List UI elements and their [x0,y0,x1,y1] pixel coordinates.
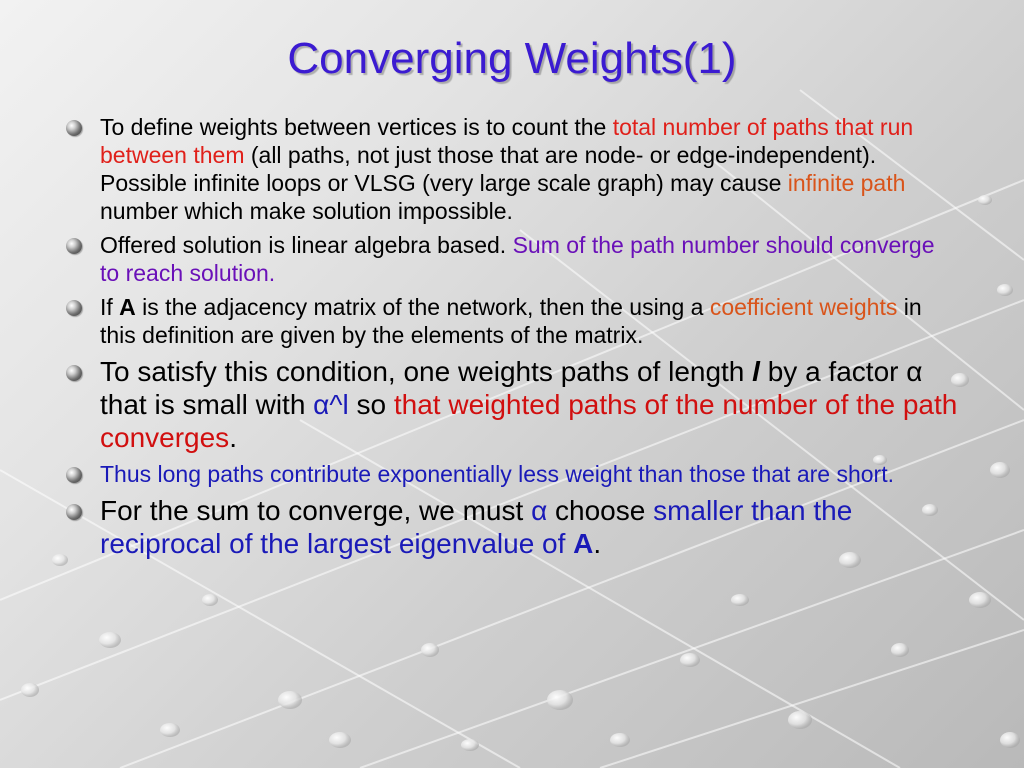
highlight-text: smaller than the reciprocal of the largest eigenvalue of [100,495,853,559]
bullet-item-6: For the sum to converge, we must α choose smaller than the reciprocal of the largest eigenvalue of A. [66,494,958,560]
bullet-sphere-icon [66,300,82,316]
matrix-symbol: A [573,528,594,559]
slide-title: Converging Weights(1) [287,34,737,83]
bullet-item-2: Offered solution is linear algebra based. Sum of the path number should converge to reach solution. [66,231,958,287]
bullet-sphere-icon [66,504,82,520]
highlight-text: infinite path [787,170,906,196]
bullet-sphere-icon [66,365,82,381]
length-symbol: l [752,356,760,387]
alpha-symbol: α [531,495,548,526]
highlight-text: coefficient weights [709,294,898,320]
matrix-symbol: A [119,294,136,320]
highlight-text: Sum of the path number should converge to reach solution. [100,232,935,286]
bullet-item-3: If A is the adjacency matrix of the network, then the using a coefficient weights in this definition are given by the elements of the matrix. [66,293,958,349]
bullet-sphere-icon [66,238,82,254]
bullet-item-5: Thus long paths contribute exponentially less weight than those that are short. [66,460,958,488]
alpha-power-symbol: α^l [313,389,349,420]
highlight-text: that weighted paths of the number of the path converges [100,389,958,453]
bullet-item-4: To satisfy this condition, one weights paths of length l by a factor α that is small with α^l so that weighted paths of the number of the path converges. [66,355,958,454]
bullet-sphere-icon [66,467,82,483]
bullet-item-1: To define weights between vertices is to count the total number of paths that run between them (all paths, not just those that are node- or edge-independent). Possible infinite loops or VLSG (very large scale graph) may cause infinite path number which make solution impossible. [66,113,958,225]
bullet-list [66,113,958,566]
highlight-text: total number of paths that run between them [100,114,914,168]
bullet-sphere-icon [66,120,82,136]
